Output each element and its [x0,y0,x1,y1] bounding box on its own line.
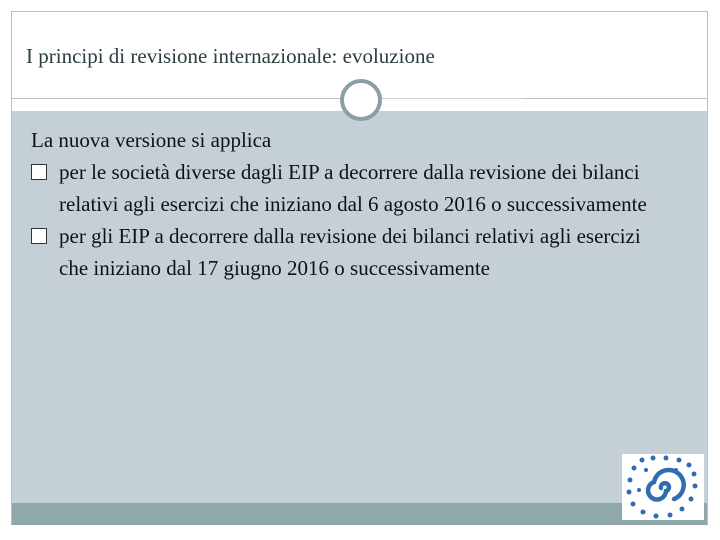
slide-body [31,124,671,284]
logo-graphic [622,454,704,520]
checkbox-square-icon [31,228,47,244]
bullet-text: per le società diverse dagli EIP a decorrere dalla revisione dei bilanci relativi agli esercizi che iniziano dal 6 agosto 2016 o successivamente [59,160,647,216]
checkbox-square-icon [31,164,47,180]
title-divider-accent [384,98,524,99]
slide-title: I principi di revisione internazionale: evoluzione [26,44,435,68]
bullet-item [31,156,671,220]
ring-connector-icon [340,79,382,121]
bullet-text: per gli EIP a decorrere dalla revisione dei bilanci relativi agli esercizi che iniziano dal 17 giugno 2016 o successivamente [59,224,641,280]
bottom-bar [12,503,707,525]
bullet-item [31,220,671,284]
spiral-dots-logo-icon [622,454,704,520]
intro-text: La nuova versione si applica [31,128,272,152]
